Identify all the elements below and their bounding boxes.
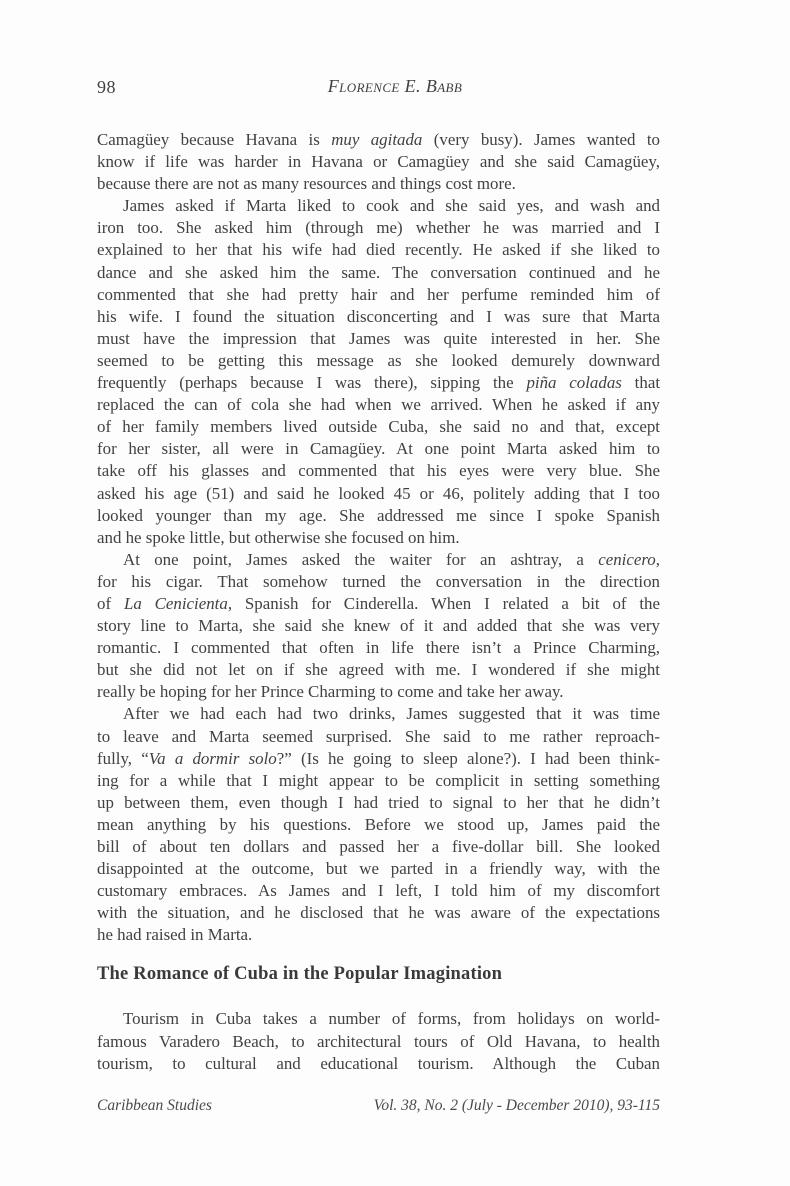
text-line: mean anything by his questions. Before we stood up, James paid the [97,814,660,834]
text-line: famous Varadero Beach, to architectural tours of Old Havana, to health [97,1031,660,1051]
text-line: bill of about ten dollars and passed her a five-dollar bill. She looked [97,837,660,856]
text-line: seemed to be getting this message as she looked demurely downward [97,350,660,370]
text-line: to leave and Marta seemed surprised. She said to me rather reproach- [97,726,660,746]
text-line: frequently (perhaps because I was there), sipping the piña coladas that [97,373,660,393]
text-line: Camagüey because Havana is muy agitada (very busy). James wanted to [97,130,660,149]
text-line: James asked if Marta liked to cook and she said yes, and wash and [123,196,660,216]
text-line: story line to Marta, she said she knew of it and added that she was very [97,616,660,636]
paragraph [97,549,660,704]
text-line: because there are not as many resources and things cost more. [97,174,516,194]
text-line: take off his glasses and commented that his eyes were very blue. She [97,461,660,481]
paragraph [97,129,660,195]
text-line: At one point, James asked the waiter for an ashtray, a cenicero, [123,549,660,569]
section-heading: The Romance of Cuba in the Popular Imagination [97,964,503,985]
text-line: his wife. I found the situation disconcerting and I was sure that Marta [97,306,660,326]
text-line: customary embraces. As James and I left, I told him of my discomfort [97,881,660,901]
text-line: looked younger than my age. She addressed me since I spoke Spanish [97,505,660,525]
page-header [0,76,790,97]
text-line: fully, “Va a dormir solo?” (Is he going to sleep alone?). I had been think- [97,748,660,768]
text-line: up between them, even though I had tried to signal to her that he didn’t [97,792,660,812]
page-number: 98 [97,77,116,97]
text-line: dance and she asked him the same. The conversation continued and he [97,262,660,282]
running-head-author: Florence E. Babb [327,76,463,96]
text-line: commented that she had pretty hair and her perfume reminded him of [97,284,660,304]
text-line: romantic. I commented that often in life there isn’t a Prince Charming, [97,638,660,658]
text-line: of her family members lived outside Cuba, she said no and that, except [97,417,660,437]
text-line: really be hoping for her Prince Charming to come and take her away. [97,682,564,702]
text-line: ing for a while that I might appear to be complicit in setting something [97,770,660,790]
text-line: but she did not let on if she agreed with me. I wondered if she might [97,660,660,680]
text-line: iron too. She asked him (through me) whether he was married and I [97,218,660,238]
page-footer [97,1097,660,1115]
text-line: After we had each had two drinks, James suggested that it was time [123,704,660,724]
text-line: with the situation, and he disclosed that he was aware of the expectations [97,903,660,923]
text-line: Tourism in Cuba takes a number of forms, from holidays on world- [123,1009,660,1029]
text-line: know if life was harder in Havana or Camagüey and she said Camagüey, [97,152,660,172]
text-line: he had raised in Marta. [97,925,253,945]
text-line: for his cigar. That somehow turned the conversation in the direction [97,571,660,591]
text-line: explained to her that his wife had died recently. He asked if she liked to [97,240,660,260]
article-body [97,129,660,1075]
paragraph [97,1008,660,1074]
text-line: must have the impression that James was quite interested in her. She [97,328,660,348]
text-line: asked his age (51) and said he looked 45 or 46, politely adding that I too [97,483,660,503]
text-line: for her sister, all were in Camagüey. At one point Marta asked him to [97,439,660,459]
paragraph [97,195,660,549]
text-line: disappointed at the outcome, but we parted in a friendly way, with the [97,859,660,879]
paragraph [97,703,660,946]
issue-info: Vol. 38, No. 2 (July - December 2010), 93-115 [373,1097,660,1114]
text-line: and he spoke little, but otherwise she focused on him. [97,527,460,547]
text-line: tourism, to cultural and educational tourism. Although the Cuban [97,1053,660,1073]
journal-title: Caribbean Studies [97,1097,212,1114]
text-line: of La Cenicienta, Spanish for Cinderella. When I related a bit of the [97,593,660,613]
text-line: replaced the can of cola she had when we arrived. When he asked if any [97,395,660,415]
